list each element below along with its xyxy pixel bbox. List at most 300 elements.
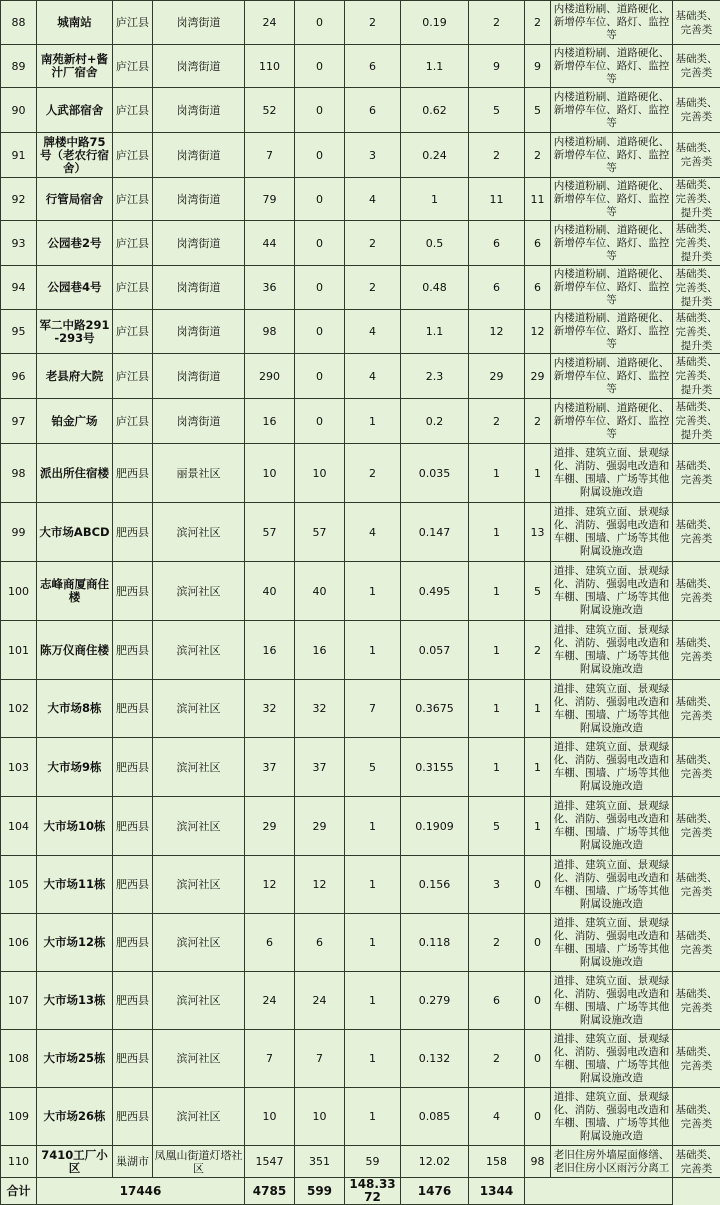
cell-count-e: 1 [469,738,525,797]
cell-row-number: 97 [1,399,37,444]
cell-buildings: 1 [345,399,401,444]
table-row [1,797,720,856]
cell-units: 0 [295,133,345,178]
cell-renovation-type: 基础类、完善类 [673,1030,720,1088]
total-row [1,1178,720,1205]
cell-units: 0 [295,221,345,266]
cell-street: 滨河社区 [153,1088,245,1146]
cell-count-e: 3 [469,856,525,914]
cell-area: 0.3155 [401,738,469,797]
table-row [1,310,720,354]
cell-renovation-type: 基础类、完善类 [673,1146,720,1178]
cell-units: 24 [295,972,345,1030]
cell-county: 肥西县 [113,562,153,621]
cell-count-f: 0 [525,856,551,914]
cell-total-count-f: 1344 [469,1178,525,1205]
cell-renovation-type: 基础类、完善类 [673,972,720,1030]
cell-county: 肥西县 [113,621,153,680]
cell-renovation-content: 道排、建筑立面、景观绿化、消防、强弱电改造和车棚、围墙、广场等其他附属设施改造 [551,444,673,503]
cell-renovation-content: 道排、建筑立面、景观绿化、消防、强弱电改造和车棚、围墙、广场等其他附属设施改造 [551,797,673,856]
cell-area: 0.5 [401,221,469,266]
cell-county: 庐江县 [113,221,153,266]
cell-street: 岗湾街道 [153,399,245,444]
cell-county: 肥西县 [113,503,153,562]
cell-count-f: 0 [525,972,551,1030]
cell-renovation-type: 基础类、完善类 [673,680,720,738]
cell-area: 0.24 [401,133,469,178]
cell-count-f: 29 [525,354,551,399]
table-row [1,1088,720,1146]
cell-buildings: 1 [345,797,401,856]
cell-street: 滨河社区 [153,680,245,738]
cell-street: 滨河社区 [153,738,245,797]
cell-community-name: 军二中路291-293号 [37,310,113,354]
cell-area: 0.62 [401,88,469,133]
cell-row-number: 110 [1,1146,37,1178]
cell-count-e: 1 [469,680,525,738]
cell-units: 16 [295,621,345,680]
cell-units: 29 [295,797,345,856]
table-row [1,738,720,797]
cell-renovation-type: 基础类、完善类 [673,1,720,45]
table-row [1,399,720,444]
cell-renovation-content: 内楼道粉刷、道路硬化、新增停车位、路灯、监控等 [551,310,673,354]
cell-renovation-content: 内楼道粉刷、道路硬化、新增停车位、路灯、监控等 [551,45,673,88]
cell-renovation-type: 基础类、完善类、提升类 [673,399,720,444]
cell-renovation-type: 基础类、完善类 [673,914,720,972]
cell-community-name: 牌楼中路75号（老农行宿舍） [37,133,113,178]
cell-county: 肥西县 [113,738,153,797]
cell-count-e: 6 [469,266,525,310]
table-row [1,621,720,680]
cell-renovation-type: 基础类、完善类、提升类 [673,354,720,399]
cell-street: 岗湾街道 [153,1,245,45]
cell-community-name: 人武部宿舍 [37,88,113,133]
cell-row-number: 98 [1,444,37,503]
cell-renovation-type: 基础类、完善类、提升类 [673,266,720,310]
cell-buildings: 1 [345,1030,401,1088]
cell-county: 庐江县 [113,88,153,133]
cell-count-e: 2 [469,399,525,444]
cell-households: 110 [245,45,295,88]
cell-area: 0.495 [401,562,469,621]
cell-count-f: 5 [525,562,551,621]
cell-area: 0.3675 [401,680,469,738]
cell-row-number: 100 [1,562,37,621]
cell-households: 32 [245,680,295,738]
cell-renovation-content: 道排、建筑立面、景观绿化、消防、强弱电改造和车棚、围墙、广场等其他附属设施改造 [551,503,673,562]
cell-renovation-content: 道排、建筑立面、景观绿化、消防、强弱电改造和车棚、围墙、广场等其他附属设施改造 [551,856,673,914]
cell-households: 10 [245,1088,295,1146]
cell-renovation-type: 基础类、完善类、提升类 [673,221,720,266]
cell-units: 6 [295,914,345,972]
cell-renovation-type: 基础类、完善类 [673,797,720,856]
cell-row-number: 104 [1,797,37,856]
cell-count-e: 9 [469,45,525,88]
cell-row-number: 106 [1,914,37,972]
cell-buildings: 3 [345,133,401,178]
cell-households: 44 [245,221,295,266]
cell-area: 0.147 [401,503,469,562]
cell-households: 16 [245,621,295,680]
cell-buildings: 1 [345,1088,401,1146]
cell-row-number: 88 [1,1,37,45]
cell-count-e: 5 [469,797,525,856]
cell-community-name: 城南站 [37,1,113,45]
cell-count-f: 6 [525,266,551,310]
cell-area: 0.19 [401,1,469,45]
cell-county: 庐江县 [113,310,153,354]
cell-units: 0 [295,399,345,444]
cell-community-name: 大市场12栋 [37,914,113,972]
cell-count-f: 98 [525,1146,551,1178]
cell-count-e: 5 [469,88,525,133]
table-row [1,562,720,621]
cell-buildings: 1 [345,972,401,1030]
cell-community-name: 公园巷4号 [37,266,113,310]
cell-area: 12.02 [401,1146,469,1178]
cell-count-f: 6 [525,221,551,266]
cell-row-number: 109 [1,1088,37,1146]
cell-households: 6 [245,914,295,972]
cell-count-e: 158 [469,1146,525,1178]
cell-county: 肥西县 [113,856,153,914]
cell-renovation-type: 基础类、完善类 [673,562,720,621]
cell-community-name: 大市场8栋 [37,680,113,738]
cell-renovation-content: 道排、建筑立面、景观绿化、消防、强弱电改造和车棚、围墙、广场等其他附属设施改造 [551,738,673,797]
cell-households: 16 [245,399,295,444]
table-row [1,972,720,1030]
cell-households: 79 [245,178,295,221]
cell-units: 10 [295,444,345,503]
table-row [1,45,720,88]
cell-renovation-type: 基础类、完善类 [673,1088,720,1146]
cell-area: 0.057 [401,621,469,680]
cell-street: 丽景社区 [153,444,245,503]
cell-renovation-content: 内楼道粉刷、道路硬化、新增停车位、路灯、监控等 [551,266,673,310]
cell-households: 290 [245,354,295,399]
cell-community-name: 大市场11栋 [37,856,113,914]
cell-county: 庐江县 [113,399,153,444]
cell-county: 肥西县 [113,1030,153,1088]
cell-area: 0.118 [401,914,469,972]
cell-row-number: 107 [1,972,37,1030]
cell-count-e: 6 [469,221,525,266]
cell-renovation-content: 内楼道粉刷、道路硬化、新增停车位、路灯、监控等 [551,88,673,133]
cell-area: 0.156 [401,856,469,914]
cell-row-number: 101 [1,621,37,680]
cell-county: 肥西县 [113,444,153,503]
cell-county: 肥西县 [113,914,153,972]
cell-renovation-type: 基础类、完善类 [673,856,720,914]
cell-count-e: 29 [469,354,525,399]
cell-county: 肥西县 [113,797,153,856]
cell-empty [525,1178,673,1205]
cell-area: 0.1909 [401,797,469,856]
table-row [1,178,720,221]
table-row [1,1,720,45]
cell-renovation-type: 基础类、完善类 [673,444,720,503]
cell-households: 7 [245,133,295,178]
cell-buildings: 1 [345,856,401,914]
cell-count-f: 12 [525,310,551,354]
cell-units: 0 [295,1,345,45]
cell-community-name: 老县府大院 [37,354,113,399]
cell-buildings: 59 [345,1146,401,1178]
cell-county: 庐江县 [113,266,153,310]
cell-renovation-content: 道排、建筑立面、景观绿化、消防、强弱电改造和车棚、围墙、广场等其他附属设施改造 [551,972,673,1030]
cell-buildings: 7 [345,680,401,738]
table-row [1,354,720,399]
cell-renovation-content: 内楼道粉刷、道路硬化、新增停车位、路灯、监控等 [551,354,673,399]
cell-renovation-content: 内楼道粉刷、道路硬化、新增停车位、路灯、监控等 [551,1,673,45]
cell-households: 40 [245,562,295,621]
cell-households: 29 [245,797,295,856]
cell-renovation-content: 内楼道粉刷、道路硬化、新增停车位、路灯、监控等 [551,133,673,178]
table-row [1,680,720,738]
cell-row-number: 108 [1,1030,37,1088]
cell-county: 肥西县 [113,1088,153,1146]
cell-count-f: 2 [525,1,551,45]
cell-renovation-content: 道排、建筑立面、景观绿化、消防、强弱电改造和车棚、围墙、广场等其他附属设施改造 [551,1030,673,1088]
cell-households: 24 [245,1,295,45]
cell-row-number: 89 [1,45,37,88]
cell-count-e: 6 [469,972,525,1030]
cell-area: 0.132 [401,1030,469,1088]
cell-buildings: 1 [345,621,401,680]
cell-renovation-content: 道排、建筑立面、景观绿化、消防、强弱电改造和车棚、围墙、广场等其他附属设施改造 [551,621,673,680]
cell-row-number: 93 [1,221,37,266]
cell-buildings: 2 [345,1,401,45]
cell-households: 24 [245,972,295,1030]
cell-count-f: 11 [525,178,551,221]
cell-community-name: 南苑新村+酱汁厂宿舍 [37,45,113,88]
cell-units: 40 [295,562,345,621]
cell-community-name: 铂金广场 [37,399,113,444]
cell-households: 1547 [245,1146,295,1178]
table-row [1,221,720,266]
cell-county: 肥西县 [113,972,153,1030]
cell-units: 10 [295,1088,345,1146]
cell-count-e: 2 [469,133,525,178]
cell-units: 351 [295,1146,345,1178]
table-row [1,1030,720,1088]
cell-row-number: 94 [1,266,37,310]
cell-street: 岗湾街道 [153,354,245,399]
cell-count-f: 9 [525,45,551,88]
cell-renovation-type: 基础类、完善类 [673,45,720,88]
cell-community-name: 陈万仪商住楼 [37,621,113,680]
cell-buildings: 2 [345,221,401,266]
cell-count-e: 2 [469,1030,525,1088]
table-row [1,914,720,972]
cell-households: 10 [245,444,295,503]
cell-buildings: 4 [345,354,401,399]
cell-units: 37 [295,738,345,797]
cell-renovation-type: 基础类、完善类 [673,621,720,680]
cell-households: 37 [245,738,295,797]
cell-renovation-content: 内楼道粉刷、道路硬化、新增停车位、路灯、监控等 [551,221,673,266]
cell-count-f: 1 [525,797,551,856]
cell-units: 0 [295,266,345,310]
cell-units: 0 [295,88,345,133]
cell-count-f: 5 [525,88,551,133]
cell-buildings: 2 [345,266,401,310]
cell-area: 2.3 [401,354,469,399]
cell-count-f: 13 [525,503,551,562]
cell-area: 0.279 [401,972,469,1030]
table-row [1,88,720,133]
cell-row-number: 95 [1,310,37,354]
cell-buildings: 4 [345,503,401,562]
cell-area: 1.1 [401,45,469,88]
cell-total-count-e: 1476 [401,1178,469,1205]
cell-street: 岗湾街道 [153,266,245,310]
cell-units: 12 [295,856,345,914]
table-row [1,133,720,178]
cell-count-f: 1 [525,680,551,738]
cell-street: 滨河社区 [153,914,245,972]
table-row [1,266,720,310]
cell-community-name: 大市场25栋 [37,1030,113,1088]
cell-renovation-content: 道排、建筑立面、景观绿化、消防、强弱电改造和车棚、围墙、广场等其他附属设施改造 [551,914,673,972]
cell-renovation-content: 道排、建筑立面、景观绿化、消防、强弱电改造和车棚、围墙、广场等其他附属设施改造 [551,1088,673,1146]
cell-area: 0.48 [401,266,469,310]
cell-area: 1 [401,178,469,221]
cell-row-number: 103 [1,738,37,797]
cell-count-f: 2 [525,399,551,444]
cell-community-name: 7410工厂小区 [37,1146,113,1178]
cell-street: 滨河社区 [153,856,245,914]
cell-count-f: 0 [525,1030,551,1088]
table-row [1,856,720,914]
cell-county: 庐江县 [113,45,153,88]
cell-street: 滨河社区 [153,972,245,1030]
cell-community-name: 公园巷2号 [37,221,113,266]
cell-street: 岗湾街道 [153,133,245,178]
table-row [1,1146,720,1178]
cell-count-e: 1 [469,562,525,621]
cell-units: 57 [295,503,345,562]
cell-row-number: 91 [1,133,37,178]
cell-renovation-content: 老旧住房外墙屋面修缮、老旧住房小区雨污分离工 [551,1146,673,1178]
cell-households: 12 [245,856,295,914]
table-row [1,444,720,503]
cell-street: 滨河社区 [153,797,245,856]
cell-renovation-type: 基础类、完善类 [673,738,720,797]
cell-renovation-type: 基础类、完善类、提升类 [673,310,720,354]
cell-buildings: 4 [345,310,401,354]
cell-units: 0 [295,178,345,221]
cell-renovation-type: 基础类、完善类、提升类 [673,178,720,221]
cell-area: 0.085 [401,1088,469,1146]
cell-count-e: 11 [469,178,525,221]
cell-households: 57 [245,503,295,562]
cell-county: 庐江县 [113,354,153,399]
cell-buildings: 6 [345,45,401,88]
cell-street: 滨河社区 [153,562,245,621]
cell-units: 7 [295,1030,345,1088]
cell-street: 岗湾街道 [153,45,245,88]
cell-row-number: 96 [1,354,37,399]
cell-buildings: 2 [345,444,401,503]
cell-count-f: 2 [525,133,551,178]
cell-count-e: 2 [469,1,525,45]
cell-total-area: 148.3372 [345,1178,401,1205]
cell-total-units: 4785 [245,1178,295,1205]
cell-street: 滨河社区 [153,621,245,680]
cell-county: 庐江县 [113,178,153,221]
cell-units: 0 [295,45,345,88]
cell-count-f: 2 [525,621,551,680]
cell-buildings: 6 [345,88,401,133]
cell-households: 98 [245,310,295,354]
cell-county: 庐江县 [113,133,153,178]
table-body [1,1,720,1205]
cell-area: 0.035 [401,444,469,503]
cell-count-f: 1 [525,444,551,503]
cell-count-e: 1 [469,621,525,680]
cell-row-number: 99 [1,503,37,562]
cell-community-name: 行管局宿舍 [37,178,113,221]
cell-community-name: 大市场10栋 [37,797,113,856]
cell-county: 庐江县 [113,1,153,45]
cell-street: 岗湾街道 [153,178,245,221]
cell-count-f: 0 [525,1088,551,1146]
cell-renovation-content: 内楼道粉刷、道路硬化、新增停车位、路灯、监控等 [551,399,673,444]
cell-households: 7 [245,1030,295,1088]
cell-row-number: 92 [1,178,37,221]
cell-count-e: 2 [469,914,525,972]
cell-households: 52 [245,88,295,133]
cell-renovation-content: 道排、建筑立面、景观绿化、消防、强弱电改造和车棚、围墙、广场等其他附属设施改造 [551,680,673,738]
cell-count-e: 1 [469,503,525,562]
cell-households: 36 [245,266,295,310]
table-row [1,503,720,562]
cell-street: 岗湾街道 [153,88,245,133]
cell-street: 岗湾街道 [153,221,245,266]
cell-count-f: 1 [525,738,551,797]
cell-buildings: 4 [345,178,401,221]
cell-buildings: 1 [345,562,401,621]
cell-street: 滨河社区 [153,1030,245,1088]
cell-renovation-content: 道排、建筑立面、景观绿化、消防、强弱电改造和车棚、围墙、广场等其他附属设施改造 [551,562,673,621]
cell-row-number: 105 [1,856,37,914]
cell-count-e: 12 [469,310,525,354]
cell-renovation-type: 基础类、完善类 [673,503,720,562]
cell-county: 巢湖市 [113,1146,153,1178]
cell-units: 32 [295,680,345,738]
cell-renovation-type: 基础类、完善类 [673,133,720,178]
cell-row-number: 90 [1,88,37,133]
cell-community-name: 志峰商厦商住楼 [37,562,113,621]
cell-county: 肥西县 [113,680,153,738]
cell-count-e: 1 [469,444,525,503]
cell-count-f: 0 [525,914,551,972]
cell-street: 滨河社区 [153,503,245,562]
cell-community-name: 大市场13栋 [37,972,113,1030]
cell-renovation-type: 基础类、完善类 [673,88,720,133]
cell-community-name: 派出所住宿楼 [37,444,113,503]
cell-count-e: 4 [469,1088,525,1146]
cell-community-name: 大市场ABCD [37,503,113,562]
cell-buildings: 1 [345,914,401,972]
cell-renovation-content: 内楼道粉刷、道路硬化、新增停车位、路灯、监控等 [551,178,673,221]
cell-row-number: 102 [1,680,37,738]
cell-street: 岗湾街道 [153,310,245,354]
cell-total-label: 合计 [1,1178,37,1205]
cell-community-name: 大市场26栋 [37,1088,113,1146]
